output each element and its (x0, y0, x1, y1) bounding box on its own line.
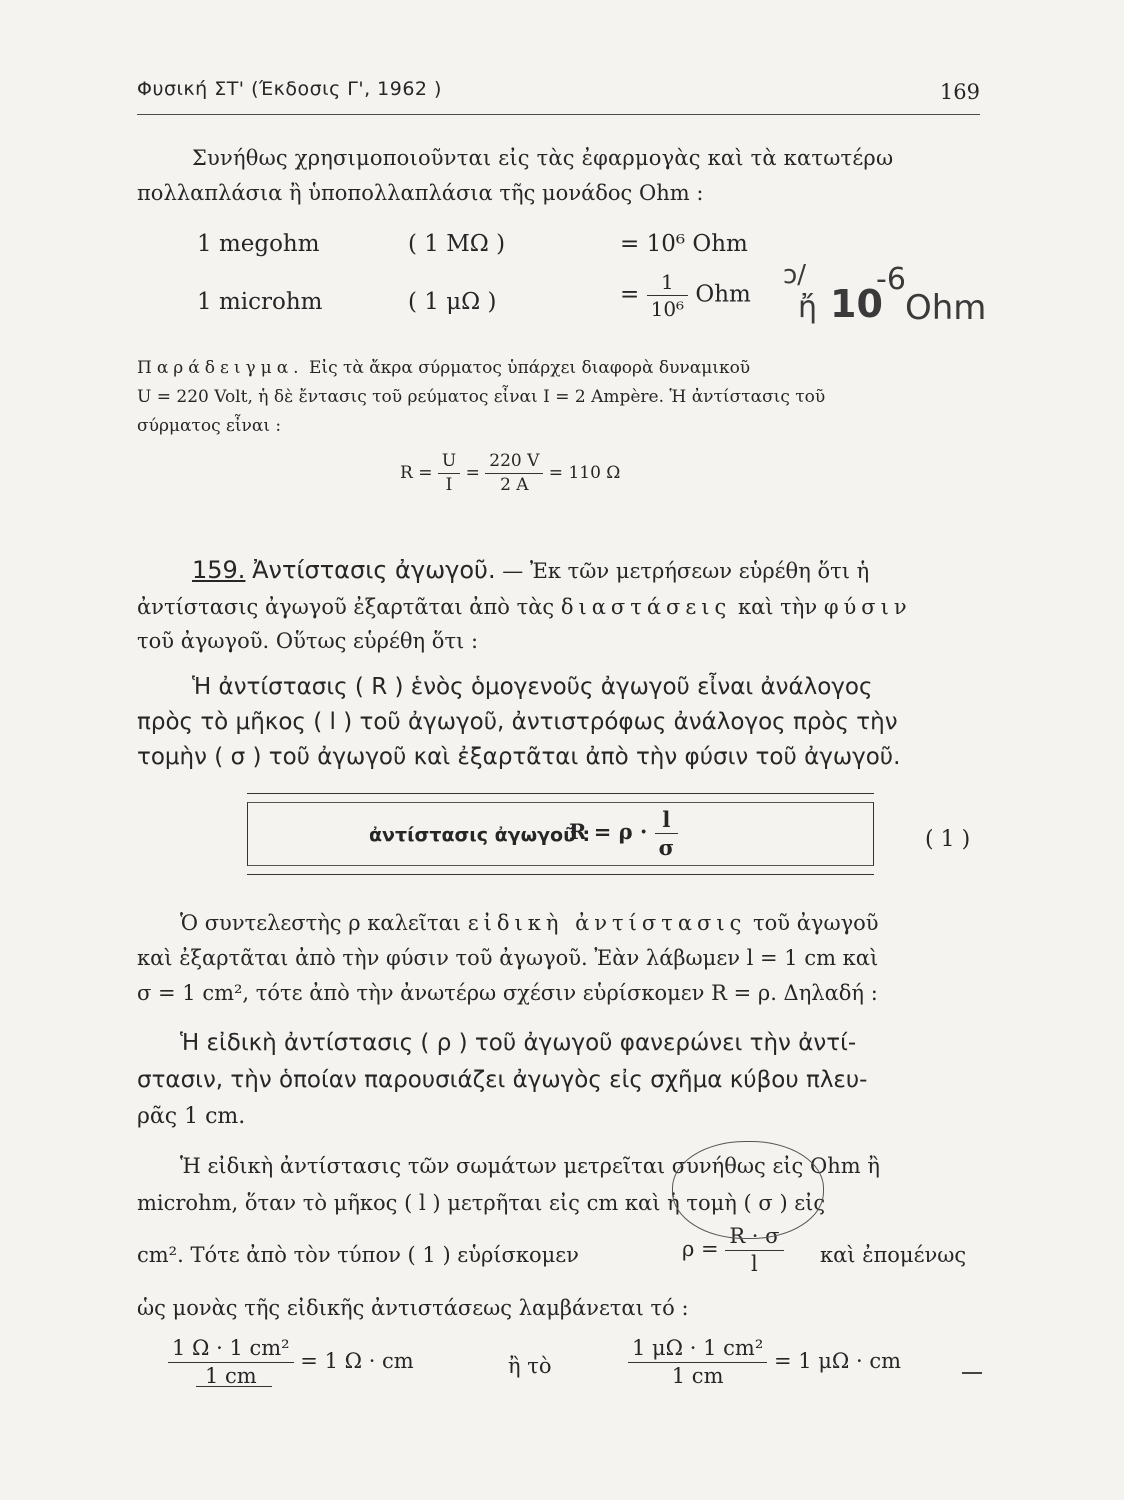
section-title: Ἀντίστασις ἀγωγοῦ. (252, 556, 496, 584)
unit-result-2 (628, 1338, 901, 1387)
frac-den: l (751, 1252, 758, 1276)
frac-den: 2 A (500, 475, 529, 495)
boxed-formula-expression (569, 809, 678, 858)
example-line-1 (137, 360, 750, 377)
law-line-3: τομὴν ( σ ) τοῦ ἀγωγοῦ καὶ ἐξαρτᾶται ἀπὸ τὴν φύσιν τοῦ ἀγωγοῦ. (137, 744, 901, 770)
text-span: τοῦ ἀγωγοῦ (753, 911, 879, 935)
text-span: καὶ τὴν (737, 595, 818, 619)
unit-megohm-name: 1 megohm (197, 231, 320, 257)
section-line-2 (137, 597, 912, 618)
handnote-or: ἤ (798, 290, 818, 325)
frac-den: 10⁶ (650, 297, 685, 321)
formula-lhs: R = ρ · (569, 819, 648, 844)
handnote-ten: 10 (830, 282, 883, 326)
result-ohm-cm: = 1 Ω · cm (300, 1349, 414, 1373)
running-title: Φυσική ΣΤ' (Έκδοσις Γ', 1962 ) (137, 78, 442, 100)
fraction-u-over-i (438, 453, 460, 494)
frac-den: 1 cm (671, 1364, 724, 1388)
measure-line-4: ὡς μονὰς τῆς εἰδικῆς ἀντιστάσεως λαμβάνεται τό : (137, 1296, 689, 1320)
handwritten-strikethrough (196, 1386, 272, 1387)
intro-line-2: πολλαπλάσια ἢ ὑποπολλαπλάσια τῆς μονάδος Ohm : (137, 181, 704, 205)
frac-num: 1 (647, 272, 688, 296)
formula-eq: = (465, 463, 480, 483)
formula-lhs: ρ = (682, 1237, 719, 1261)
example-label: Παράδειγμα. (137, 358, 304, 378)
frac-num: l (655, 809, 678, 834)
frac-num: R · σ (725, 1226, 783, 1251)
boxed-formula (247, 793, 874, 875)
handnote-exponent: -6 (876, 262, 906, 297)
example-line-1-rest: Εἰς τὰ ἄκρα σύρματος ὑπάρχει διαφορὰ δυναμικοῦ (309, 358, 751, 378)
boxed-formula-label: ἀντίστασις ἀγωγοῦ : (369, 824, 591, 846)
frac-num: 1 Ω · 1 cm² (168, 1338, 294, 1363)
section-line-1-rest: — Ἐκ τῶν μετρήσεων εὑρέθη ὅτι ἡ (502, 559, 870, 583)
example-line-3: σύρματος εἶναι : (137, 416, 282, 436)
coef-line-1 (180, 913, 879, 934)
frac-den: σ (658, 835, 675, 860)
unit-megohm-symbol: ( 1 MΩ ) (408, 231, 506, 257)
text-span: Ὁ συντελεστὴς ρ καλεῖται (180, 911, 462, 935)
fraction-volt-over-ampere (485, 453, 543, 494)
fraction-l-over-sigma (655, 809, 678, 858)
example-formula (400, 453, 620, 494)
formula-lhs: R = (400, 463, 433, 483)
measure-line-3a: cm². Τότε ἀπὸ τὸν τύπον ( 1 ) εὑρίσκομεν (137, 1243, 579, 1267)
measure-line-1: Ἡ εἰδικὴ ἀντίστασις τῶν σωμάτων μετρεῖται συνήθως εἰς Ohm ἢ (180, 1154, 880, 1178)
definition-line-2: στασιν, τὴν ὁποίαν παρουσιάζει ἀγωγὸς εἰς σχῆμα κύβου πλευ- (137, 1067, 868, 1093)
unit-microhm-value (620, 272, 751, 319)
unit-result-1 (168, 1338, 414, 1387)
section-heading-line (192, 558, 869, 582)
formula-result: = 110 Ω (548, 463, 621, 483)
hand-drawn-circle (672, 1141, 824, 1239)
emphasis-nature: φύσιν (823, 595, 912, 619)
example-line-2: U = 220 Volt, ἡ δὲ ἔντασις τοῦ ρεύματος εἶναι I = 2 Ampère. Ἡ ἀντίστασις τοῦ (137, 387, 826, 407)
law-line-2: πρὸς τὸ μῆκος ( l ) τοῦ ἀγωγοῦ, ἀντιστρόφως ἀνάλογος πρὸς τὴν (137, 709, 898, 735)
unit-megohm-value: = 10⁶ Ohm (620, 231, 748, 257)
handnote-mark: ͻ/ (783, 260, 807, 290)
or-the: ἢ τὸ (508, 1354, 552, 1378)
measure-line-2: microhm, ὅταν τὸ μῆκος ( l ) μετρῆται εἰς cm καὶ ἡ τομὴ ( σ ) εἰς (137, 1191, 826, 1215)
frac-num: U (438, 453, 460, 474)
text-span: ἀντίστασις ἀγωγοῦ ἐξαρτᾶται ἀπὸ τὰς (137, 595, 555, 619)
unit-microhm-name: 1 microhm (197, 289, 323, 315)
section-line-3: τοῦ ἀγωγοῦ. Οὕτως εὑρέθη ὅτι : (137, 629, 479, 653)
definition-line-3: ρᾶς 1 cm. (137, 1104, 246, 1129)
frac-den: 1 cm (204, 1364, 257, 1388)
definition-line-1: Ἡ εἰδικὴ ἀντίστασις ( ρ ) τοῦ ἀγωγοῦ φανερώνει τὴν ἀντί- (180, 1030, 857, 1056)
measure-line-3b: καὶ ἐπομένως (820, 1243, 967, 1267)
equation-number: ( 1 ) (925, 827, 971, 852)
intro-line-1: Συνήθως χρησιμοποιοῦνται εἰς τὰς ἐφαρμογὰς καὶ τὰ κατωτέρω (192, 146, 894, 170)
frac-num: 220 V (485, 453, 543, 474)
eq-sign: = (620, 281, 640, 308)
law-line-1: Ἡ ἀντίστασις ( R ) ἑνὸς ὁμογενοῦς ἀγωγοῦ εἶναι ἀνάλογος (192, 674, 873, 700)
handnote-ohm: Ohm (905, 288, 987, 328)
result-microohm-cm: = 1 μΩ · cm (773, 1349, 902, 1373)
trailing-dash (962, 1372, 982, 1374)
unit-microhm-symbol: ( 1 μΩ ) (408, 289, 497, 315)
fraction-ohm-cm2-over-cm (168, 1338, 294, 1387)
page-number: 169 (939, 80, 980, 104)
fraction-microohm-cm2-over-cm (628, 1338, 767, 1387)
coef-line-3: σ = 1 cm², τότε ἀπὸ τὴν ἀνωτέρω σχέσιν εὑρίσκομεν R = ρ. Δηλαδή : (137, 981, 878, 1005)
coef-line-2: καὶ ἐξαρτᾶται ἀπὸ τὴν φύσιν τοῦ ἀγωγοῦ. Ἐὰν λάβωμεν l = 1 cm καὶ (137, 946, 879, 970)
section-number: 159. (192, 556, 246, 584)
unit-ohm: Ohm (695, 281, 751, 308)
fraction-one-over-million (647, 272, 688, 319)
emphasis-specific-resistance: εἰδικὴ ἀντίστασις (467, 911, 747, 935)
frac-den: I (445, 475, 453, 495)
page-header (137, 74, 980, 115)
frac-num: 1 μΩ · 1 cm² (628, 1338, 767, 1363)
emphasis-dimensions: διαστάσεις (560, 595, 732, 619)
